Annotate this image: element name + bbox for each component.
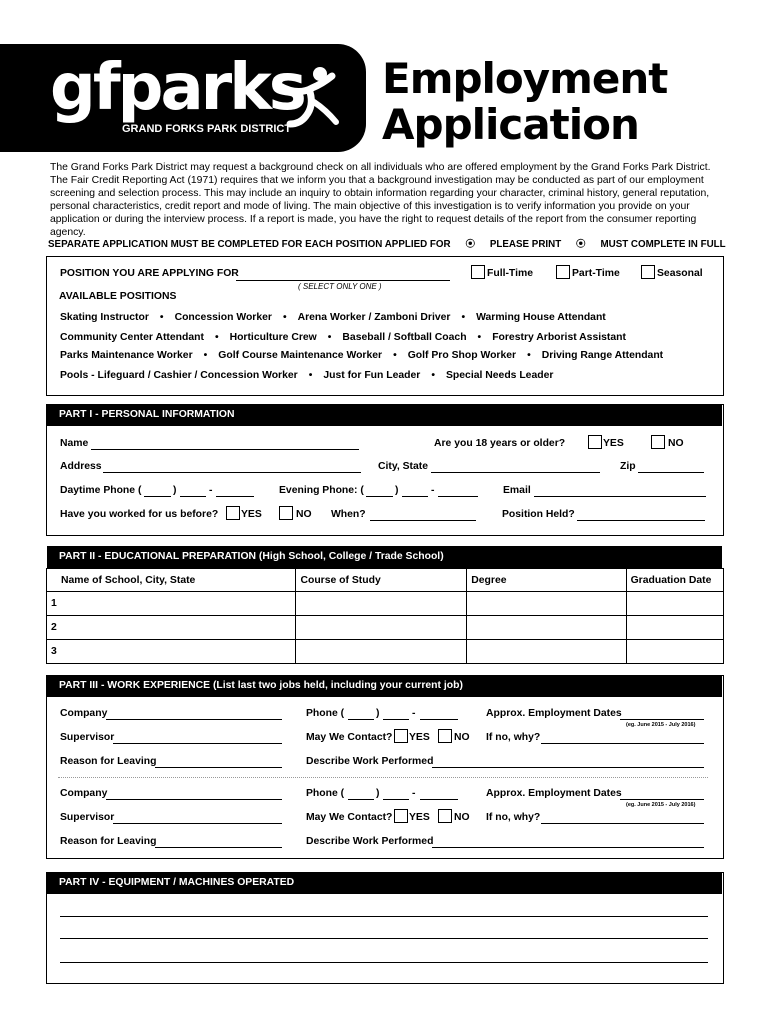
city-state-label: City, State (378, 461, 429, 472)
supervisor-input-2[interactable] (113, 823, 282, 824)
full-time-label: Full-Time (487, 268, 533, 279)
position-item: Parks Maintenance Worker (60, 350, 193, 361)
logo-text: gfparks (50, 51, 304, 125)
positions-row-3 (60, 350, 663, 361)
worked-yes-label: YES (241, 509, 262, 520)
table-cell[interactable] (467, 592, 626, 616)
bullet-icon: • (393, 350, 397, 361)
may-contact-label: May We Contact? (306, 732, 393, 743)
bullet-icon: • (203, 350, 208, 361)
bullet-icon: • (282, 312, 287, 323)
age-question: Are you 18 years or older? (434, 438, 566, 449)
table-row[interactable] (47, 592, 724, 616)
table-header-row (47, 569, 724, 592)
notice-line (48, 236, 728, 250)
equipment-line-3[interactable] (60, 962, 708, 963)
evening-phone-label: Evening Phone: ( (279, 485, 364, 496)
full-time-checkbox[interactable] (471, 265, 485, 279)
company-input-2[interactable] (106, 799, 282, 800)
position-input[interactable] (236, 280, 450, 281)
bullet-icon: • (431, 370, 435, 381)
may-contact-label: May We Contact? (306, 812, 393, 823)
eve-area-input[interactable] (366, 496, 393, 497)
part1-header: PART I - PERSONAL INFORMATION (47, 404, 722, 426)
approx-dates-label: Approx. Employment Dates (486, 708, 622, 719)
address-input[interactable] (103, 472, 361, 473)
education-table (46, 568, 724, 664)
day-area-input[interactable] (144, 496, 171, 497)
if-no-input-1[interactable] (541, 743, 704, 744)
email-input[interactable] (534, 496, 706, 497)
age-yes-checkbox[interactable] (588, 435, 602, 449)
table-cell[interactable] (467, 640, 626, 664)
part-time-label: Part-Time (572, 268, 620, 279)
bullet-icon: • (327, 332, 332, 343)
approx-dates-label: Approx. Employment Dates (486, 788, 622, 799)
contact-no-checkbox-1[interactable] (438, 729, 452, 743)
city-state-input[interactable] (431, 472, 600, 473)
dates-example: (eg. June 2015 - July 2016) (626, 722, 696, 728)
day-prefix-input[interactable] (180, 496, 206, 497)
supervisor-label: Supervisor (60, 732, 115, 743)
if-no-label: If no, why? (486, 732, 541, 743)
job1-line-input[interactable] (420, 719, 458, 720)
email-label: Email (503, 485, 531, 496)
seasonal-label: Seasonal (657, 268, 703, 279)
row-number: 1 (47, 592, 296, 616)
position-item: Baseball / Softball Coach (342, 332, 467, 343)
position-item: Special Needs Leader (445, 370, 554, 381)
phone-dash: - (412, 708, 416, 719)
col-graduation: Graduation Date (626, 569, 723, 592)
contact-yes-checkbox-1[interactable] (394, 729, 408, 743)
age-yes-label: YES (603, 438, 624, 449)
notice-complete: MUST COMPLETE IN FULL (600, 239, 726, 250)
col-school: Name of School, City, State (47, 569, 296, 592)
position-item: Community Center Attendant (60, 332, 204, 343)
position-item: Warming House Attendant (476, 312, 606, 323)
contact-yes-label: YES (409, 812, 430, 823)
name-input[interactable] (91, 449, 359, 450)
describe-input-1[interactable] (432, 767, 704, 768)
phone-paren: ) (376, 788, 380, 799)
company-label: Company (60, 708, 108, 719)
logo-subtitle: GRAND FORKS PARK DISTRICT (122, 123, 292, 135)
age-no-checkbox[interactable] (651, 435, 665, 449)
part-time-checkbox[interactable] (556, 265, 570, 279)
seasonal-checkbox[interactable] (641, 265, 655, 279)
title-line-2: Application (382, 100, 639, 149)
bullet-icon: • (214, 332, 219, 343)
age-no-label: NO (668, 438, 684, 449)
company-input-1[interactable] (106, 719, 282, 720)
position-held-label: Position Held? (502, 509, 575, 520)
position-item: Pools - Lifeguard / Cashier / Concession Worker (60, 370, 298, 381)
eve-prefix-input[interactable] (402, 496, 428, 497)
reason-input-1[interactable] (155, 767, 282, 768)
job2-prefix-input[interactable] (383, 799, 409, 800)
describe-input-2[interactable] (432, 847, 704, 848)
table-cell[interactable] (296, 640, 467, 664)
supervisor-input-1[interactable] (113, 743, 282, 744)
if-no-label: If no, why? (486, 812, 541, 823)
daytime-phone-label: Daytime Phone ( (60, 485, 142, 496)
notice-separate: SEPARATE APPLICATION MUST BE COMPLETED FOR EACH POSITION APPLIED FOR (48, 239, 451, 250)
position-label: POSITION YOU ARE APPLYING FOR (60, 268, 239, 279)
position-item: Just for Fun Leader (323, 370, 421, 381)
row-number: 3 (47, 640, 296, 664)
job-divider (58, 777, 708, 778)
part2-header: PART II - EDUCATIONAL PREPARATION (High School, College / Trade School) (47, 546, 722, 568)
name-label: Name (60, 438, 89, 449)
zip-label: Zip (620, 461, 636, 472)
day-paren: ) (173, 485, 177, 496)
positions-row-1 (60, 312, 606, 323)
title-line-1: Employment (382, 54, 668, 103)
position-item: Concession Worker (174, 312, 272, 323)
table-cell[interactable] (467, 616, 626, 640)
job2-area-input[interactable] (348, 799, 374, 800)
eve-line-input[interactable] (438, 496, 478, 497)
job1-prefix-input[interactable] (383, 719, 409, 720)
day-line-input[interactable] (216, 496, 254, 497)
reason-label: Reason for Leaving (60, 836, 157, 847)
available-positions-label: AVAILABLE POSITIONS (56, 291, 179, 302)
intro-paragraph: The Grand Forks Park District may request a background check on all individuals who are offered employment by the Grand Forks Park District. The Fair Credit Reporting Act (1971) requires that we inform you that a background investigation may be conducted as part of our employment screening and selection process. This may include an inquiry to obtain information regarding your character, criminal history, general reputation, personal characteristics, credit report and mode of living. The main objective of this investigation is to verify information you provide on your application or during the interview process. If a report is made, you have the right to request details of the report from the consumer reporting agency. (50, 162, 711, 238)
table-cell[interactable] (626, 640, 723, 664)
day-dash: - (209, 485, 213, 496)
if-no-input-2[interactable] (541, 823, 704, 824)
table-cell[interactable] (296, 616, 467, 640)
select-hint: ( SELECT ONLY ONE ) (298, 282, 382, 291)
bullet-icon: • (461, 312, 466, 323)
bullet-icon: • (527, 350, 531, 361)
worked-yes-checkbox[interactable] (226, 506, 240, 520)
position-item: Horticulture Crew (229, 332, 317, 343)
position-held-input[interactable] (577, 520, 705, 521)
contact-no-label: NO (454, 732, 470, 743)
col-course: Course of Study (296, 569, 467, 592)
contact-no-label: NO (454, 812, 470, 823)
table-cell[interactable] (626, 616, 723, 640)
equipment-line-1[interactable] (60, 916, 708, 917)
notice-print: PLEASE PRINT (489, 239, 562, 250)
phone-dash: - (412, 788, 416, 799)
eve-paren: ) (395, 485, 399, 496)
describe-label: Describe Work Performed (306, 836, 434, 847)
zip-input[interactable] (638, 472, 704, 473)
position-item: Forestry Arborist Assistant (492, 332, 626, 343)
dates-example: (eg. June 2015 - July 2016) (626, 802, 696, 808)
supervisor-label: Supervisor (60, 812, 115, 823)
contact-no-checkbox-2[interactable] (438, 809, 452, 823)
phone-label: Phone ( (306, 788, 345, 799)
notice-bullet-icon: ⦿ (465, 239, 476, 250)
contact-yes-label: YES (409, 732, 430, 743)
equipment-line-2[interactable] (60, 938, 708, 939)
job2-line-input[interactable] (420, 799, 458, 800)
bullet-icon: • (308, 370, 313, 381)
eve-dash: - (431, 485, 435, 496)
table-row[interactable] (47, 616, 724, 640)
address-label: Address (60, 461, 102, 472)
job2-dates-input[interactable] (620, 799, 704, 800)
page-title (382, 56, 667, 148)
reason-input-2[interactable] (155, 847, 282, 848)
contact-yes-checkbox-2[interactable] (394, 809, 408, 823)
when-label: When? (331, 509, 366, 520)
job1-dates-input[interactable] (620, 719, 704, 720)
position-item: Driving Range Attendant (541, 350, 664, 361)
position-item: Skating Instructor (60, 312, 149, 323)
describe-label: Describe Work Performed (306, 756, 434, 767)
row-number: 2 (47, 616, 296, 640)
reason-label: Reason for Leaving (60, 756, 157, 767)
job1-area-input[interactable] (348, 719, 374, 720)
bullet-icon: • (477, 332, 482, 343)
position-item: Golf Pro Shop Worker (407, 350, 517, 361)
position-item: Arena Worker / Zamboni Driver (297, 312, 451, 323)
table-row[interactable] (47, 640, 724, 664)
positions-row-4 (60, 370, 553, 381)
worked-no-label: NO (296, 509, 312, 520)
position-item: Golf Course Maintenance Worker (218, 350, 383, 361)
table-cell[interactable] (626, 592, 723, 616)
table-cell[interactable] (296, 592, 467, 616)
col-degree: Degree (467, 569, 626, 592)
worked-before-label: Have you worked for us before? (60, 509, 219, 520)
phone-paren: ) (376, 708, 380, 719)
company-label: Company (60, 788, 108, 799)
person-figure-icon (276, 66, 340, 128)
worked-no-checkbox[interactable] (279, 506, 293, 520)
notice-bullet-icon: ⦿ (575, 239, 586, 250)
when-input[interactable] (370, 520, 476, 521)
part4-header: PART IV - EQUIPMENT / MACHINES OPERATED (47, 872, 722, 894)
bullet-icon: • (159, 312, 164, 323)
positions-row-2 (60, 332, 626, 343)
part3-header: PART III - WORK EXPERIENCE (List last two jobs held, including your current job) (47, 675, 722, 697)
phone-label: Phone ( (306, 708, 345, 719)
